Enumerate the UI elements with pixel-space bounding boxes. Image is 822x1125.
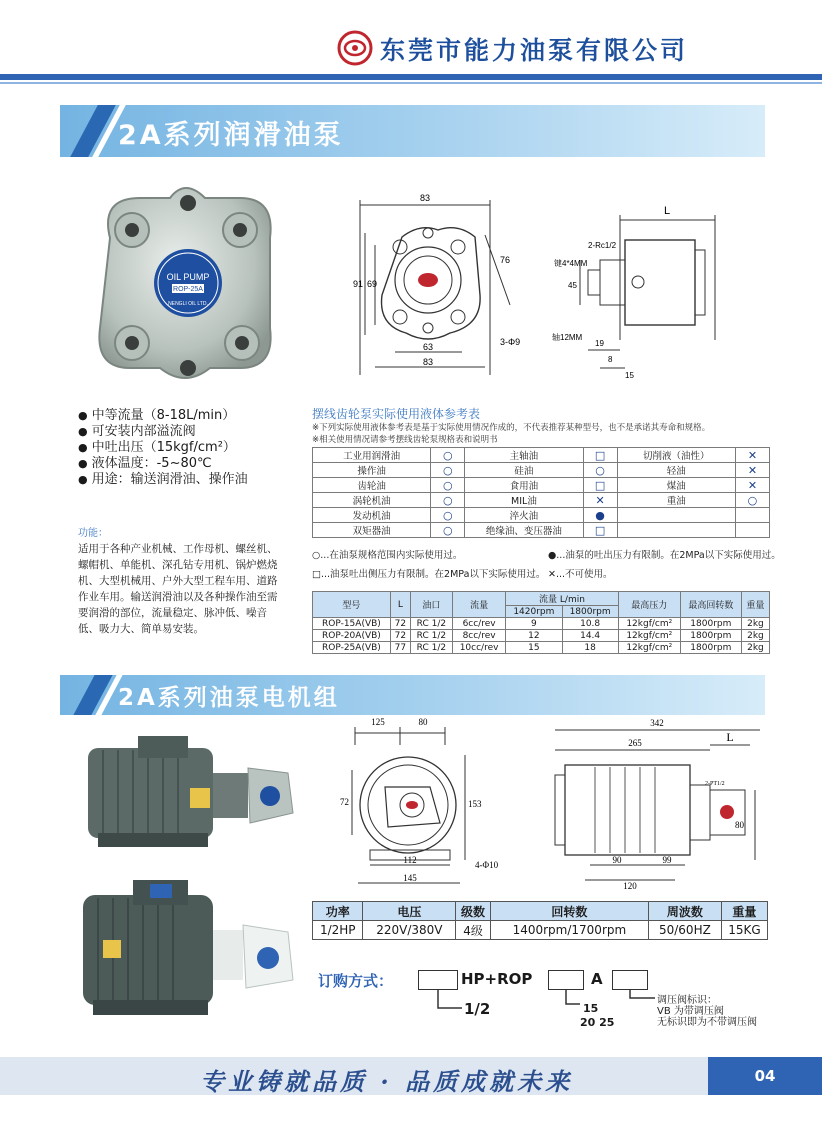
motor-pump-image-1 xyxy=(78,728,303,856)
pump-logo-icon xyxy=(337,30,373,66)
section-banner-motor-unit xyxy=(60,675,765,715)
oil-name-cell: 切削液（油性） xyxy=(617,448,735,463)
table-cell: 12kgf/cm² xyxy=(618,642,680,654)
nameplate-line1: OIL PUMP xyxy=(166,272,210,282)
col-header: 最高压力 xyxy=(618,592,680,618)
suitability-symbol: ○ xyxy=(431,493,465,508)
table-cell: 2kg xyxy=(741,618,769,630)
dim-label: 15 xyxy=(625,371,634,380)
table-cell: ROP-15A(VB) xyxy=(313,618,391,630)
table-cell: 15 xyxy=(506,642,562,654)
order-flow-options: 20 25 xyxy=(580,1016,615,1029)
dim-label: 19 xyxy=(595,339,604,348)
oil-name-cell: 主轴油 xyxy=(465,448,583,463)
table-cell: RC 1/2 xyxy=(410,642,452,654)
oil-name-cell: 煤油 xyxy=(617,478,735,493)
table-cell: 2kg xyxy=(741,642,769,654)
table-cell: 77 xyxy=(390,642,410,654)
col-header: 重量 xyxy=(741,592,769,618)
oil-name-cell: 操作油 xyxy=(313,463,431,478)
table-cell: 12 xyxy=(506,630,562,642)
dim-label: 72 xyxy=(340,797,349,807)
table-cell: 18 xyxy=(562,642,618,654)
company-name: 东莞市能力油泵有限公司 xyxy=(380,36,689,65)
list-item: ● 用途：输送润滑油、操作油 xyxy=(78,472,288,488)
table-cell: RC 1/2 xyxy=(410,618,452,630)
spec-list xyxy=(78,408,288,488)
table-cell: 2kg xyxy=(741,630,769,642)
oil-table-title: 摆线齿轮泵实际使用液体参考表 xyxy=(312,407,481,421)
oil-name-cell: 涡轮机油 xyxy=(313,493,431,508)
table-row xyxy=(313,523,770,538)
model-spec-table xyxy=(312,591,770,654)
col-header: 级数 xyxy=(456,902,491,921)
order-method-label: 订购方式： xyxy=(318,972,394,990)
col-header: 流量 xyxy=(452,592,505,618)
table-row xyxy=(313,508,770,523)
table-row xyxy=(313,921,768,940)
col-header: 流量 L/min xyxy=(506,592,618,606)
order-code-text: HP+ROP xyxy=(461,970,533,988)
table-cell: 10cc/rev xyxy=(452,642,505,654)
footer-slogan: 专业铸就品质 · 品质成就未来 xyxy=(200,1067,574,1096)
oil-reference-table xyxy=(312,447,770,538)
oil-name-cell xyxy=(617,508,735,523)
table-cell: 15KG xyxy=(721,921,767,940)
suitability-symbol: ✕ xyxy=(735,463,769,478)
table-row xyxy=(313,618,770,630)
table-row xyxy=(313,463,770,478)
suitability-symbol: ○ xyxy=(431,523,465,538)
oil-name-cell: 轻油 xyxy=(617,463,735,478)
oil-name-cell: 重油 xyxy=(617,493,735,508)
col-header: 重量 xyxy=(721,902,767,921)
suitability-symbol: ○ xyxy=(583,463,617,478)
col-header: 电压 xyxy=(363,902,456,921)
order-hp-value: 1/2 xyxy=(464,1000,491,1018)
col-header: 周波数 xyxy=(648,902,721,921)
suitability-symbol: ○ xyxy=(431,463,465,478)
header-rule-thin xyxy=(0,82,822,84)
table-cell: 8cc/rev xyxy=(452,630,505,642)
legend-item: ✕...不可使用。 xyxy=(548,569,613,580)
col-header: 1420rpm xyxy=(506,606,562,618)
dim-label: 4-Φ10 xyxy=(475,860,499,870)
table-cell: 220V/380V xyxy=(363,921,456,940)
table-cell: RC 1/2 xyxy=(410,630,452,642)
oil-name-cell: 工业用润滑油 xyxy=(313,448,431,463)
dim-label: 99 xyxy=(662,855,672,865)
section-title: 2A系列油泵电机组 xyxy=(118,685,340,711)
table-cell: 1400rpm/1700rpm xyxy=(490,921,648,940)
oil-table-note: ※相关使用情况请参考摆线齿轮泵规格表和说明书 xyxy=(312,435,498,445)
col-header: 型号 xyxy=(313,592,391,618)
dim-label: 342 xyxy=(650,718,664,728)
suitability-symbol: ✕ xyxy=(583,493,617,508)
dim-label: 69 xyxy=(367,279,378,289)
table-cell: 1800rpm xyxy=(680,642,741,654)
function-text: 适用于各种产业机械、工作母机、螺丝机、螺帽机、单能机、深孔钻专用机、锅炉燃烧机、大型机械用、户外大型工程车用、道路作业车用。输送润滑油以及各种操作油至需要润滑的部位，流量稳定、脉冲低、噪音低、吸力大、简单易安装。 xyxy=(78,543,278,635)
dim-label: 45 xyxy=(568,281,577,290)
oil-name-cell: 硅油 xyxy=(465,463,583,478)
table-cell: 72 xyxy=(390,618,410,630)
col-header: 最高回转数 xyxy=(680,592,741,618)
dim-label: 153 xyxy=(468,799,482,809)
suitability-symbol: ○ xyxy=(431,508,465,523)
dim-label: 轴12MM xyxy=(552,333,583,342)
oil-name-cell: 绝缘油、变压器油 xyxy=(465,523,583,538)
table-cell: 10.8 xyxy=(562,618,618,630)
oil-name-cell: 双矩器油 xyxy=(313,523,431,538)
dim-label: 91 xyxy=(353,279,364,289)
list-item: ● 液体温度：-5~80℃ xyxy=(78,456,288,472)
table-cell: 72 xyxy=(390,630,410,642)
table-cell: 12kgf/cm² xyxy=(618,630,680,642)
dim-label: L xyxy=(663,205,671,217)
page-number: 04 xyxy=(754,1067,776,1085)
dim-label: 120 xyxy=(623,881,637,890)
table-cell: 1/2HP xyxy=(313,921,363,940)
dim-label: 83 xyxy=(419,193,431,203)
suitability-symbol xyxy=(735,523,769,538)
motor-front-drawing xyxy=(340,715,525,890)
dim-label: 3-Φ9 xyxy=(500,337,521,347)
suitability-symbol: □ xyxy=(583,478,617,493)
col-header: 1800rpm xyxy=(562,606,618,618)
valve-note-line: VB 为带调压阀 xyxy=(657,1006,724,1017)
oil-name-cell xyxy=(617,523,735,538)
nameplate-maker: NENGLI OIL LTD. xyxy=(168,301,208,307)
suitability-symbol: ○ xyxy=(431,478,465,493)
dim-label: 145 xyxy=(403,873,417,883)
dim-label: 80 xyxy=(418,717,428,727)
table-row xyxy=(313,448,770,463)
table-cell: 12kgf/cm² xyxy=(618,618,680,630)
table-cell: 9 xyxy=(506,618,562,630)
suitability-symbol: ○ xyxy=(735,493,769,508)
oil-name-cell: MIL油 xyxy=(465,493,583,508)
pump-product-image xyxy=(70,168,300,398)
dim-label: 112 xyxy=(403,855,417,865)
table-cell: 6cc/rev xyxy=(452,618,505,630)
valve-note-line: 调压阀标识： xyxy=(657,995,717,1006)
order-code-box xyxy=(548,970,584,990)
order-code-box xyxy=(612,970,648,990)
suitability-symbol: □ xyxy=(583,523,617,538)
suitability-symbol: ✕ xyxy=(735,448,769,463)
legend-item: ○...在油泵规格范围内实际使用过。 xyxy=(312,550,463,561)
oil-name-cell: 齿轮油 xyxy=(313,478,431,493)
valve-note xyxy=(657,995,757,1028)
legend-item: □...油泵吐出侧压力有限制。在2MPa以下实际使用过。 xyxy=(312,569,546,580)
suitability-symbol xyxy=(735,508,769,523)
dim-label: 键4*4MM xyxy=(554,259,588,268)
col-header: L xyxy=(390,592,410,618)
dim-label: 90 xyxy=(612,855,622,865)
oil-name-cell: 食用油 xyxy=(465,478,583,493)
table-cell: 1800rpm xyxy=(680,630,741,642)
dim-label: 76 xyxy=(500,255,511,265)
table-row xyxy=(313,478,770,493)
dim-label: 63 xyxy=(422,342,434,352)
oil-table-note: ※下列实际使用液体参考表是基于实际使用情况作成的，不代表推荐某种型号，也不是承诺其寿命和规格。 xyxy=(312,423,711,433)
col-header: 油口 xyxy=(410,592,452,618)
oil-name-cell: 淬火油 xyxy=(465,508,583,523)
table-cell: 1800rpm xyxy=(680,618,741,630)
order-code-suffix: A xyxy=(591,970,603,988)
suitability-symbol: ✕ xyxy=(735,478,769,493)
table-row xyxy=(313,642,770,654)
table-cell: 14.4 xyxy=(562,630,618,642)
table-cell: ROP-25A(VB) xyxy=(313,642,391,654)
table-cell: 50/60HZ xyxy=(648,921,721,940)
table-row xyxy=(313,493,770,508)
suitability-symbol: ○ xyxy=(431,448,465,463)
dim-label: 265 xyxy=(628,738,642,748)
order-flow-options: 15 xyxy=(583,1002,599,1015)
table-row xyxy=(313,630,770,642)
section-title: 2A系列润滑油泵 xyxy=(118,120,344,151)
suitability-symbol: ● xyxy=(583,508,617,523)
col-header: 回转数 xyxy=(490,902,648,921)
dim-label: 8 xyxy=(608,355,613,364)
motor-spec-table xyxy=(312,901,768,940)
table-cell: 4级 xyxy=(456,921,491,940)
list-item: ● 中等流量（8-18L/min） xyxy=(78,408,288,424)
dim-label: 125 xyxy=(371,717,385,727)
dim-label: 83 xyxy=(422,357,434,367)
nameplate-line2: ROP-25A xyxy=(173,286,203,293)
list-item: ● 中吐出压（15kgf/cm²） xyxy=(78,440,288,456)
motor-pump-image-2 xyxy=(78,870,303,1030)
col-header: 功率 xyxy=(313,902,363,921)
suitability-symbol: □ xyxy=(583,448,617,463)
dim-label: 2-Rc1/2 xyxy=(588,241,617,250)
table-cell: ROP-20A(VB) xyxy=(313,630,391,642)
oil-name-cell: 发动机油 xyxy=(313,508,431,523)
function-heading: 功能： xyxy=(78,528,108,539)
pump-front-drawing xyxy=(350,185,535,380)
valve-note-line: 无标识即为不带调压阀 xyxy=(657,1017,757,1028)
motor-side-drawing xyxy=(545,715,765,890)
dim-label: 2-PT1/2 xyxy=(705,781,725,787)
order-code-box xyxy=(418,970,458,990)
list-item: ● 可安装内部溢流阀 xyxy=(78,424,288,440)
section-banner-lube-pump xyxy=(60,105,765,157)
dim-label: 80 xyxy=(735,820,744,830)
dim-label: L xyxy=(726,730,734,744)
pump-side-drawing xyxy=(550,200,750,390)
header-rule xyxy=(0,74,822,80)
legend-item: ●...油泵的吐出压力有限制。在2MPa以下实际使用过。 xyxy=(548,550,781,561)
